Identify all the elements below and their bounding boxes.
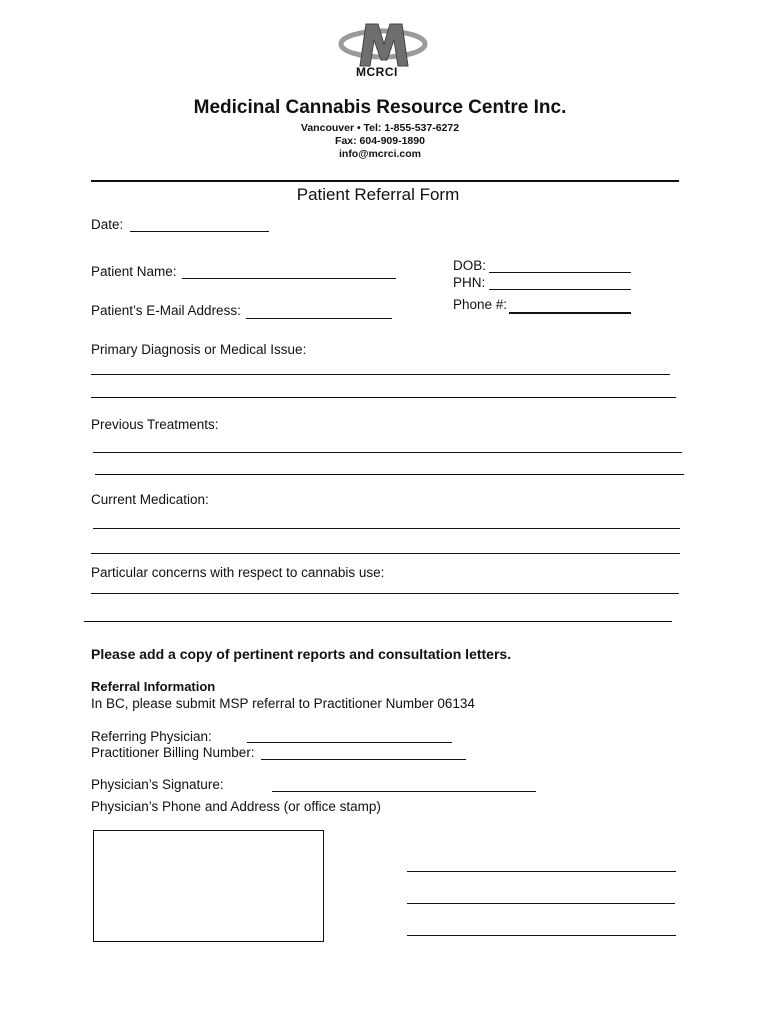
diagnosis-label: Primary Diagnosis or Medical Issue: [91,342,307,357]
signature-label: Physician’s Signature: [91,777,224,792]
billing-number-label: Practitioner Billing Number: [91,745,255,760]
email-field[interactable] [246,318,392,319]
dob-field[interactable] [489,272,631,273]
concerns-line-2[interactable] [84,621,672,622]
form-title: Patient Referral Form [296,185,460,204]
mcrci-logo [338,18,428,82]
concerns-label: Particular concerns with respect to cannabis use: [91,565,385,580]
phone-label: Phone #: [453,297,508,312]
phone-address-label: Physician’s Phone and Address (or office stamp) [91,799,381,814]
referral-heading: Referral Information [91,679,216,694]
phone-field[interactable] [509,312,631,314]
medication-line-1[interactable] [93,528,680,529]
date-field[interactable] [130,231,269,232]
date-label: Date: [91,217,124,232]
concerns-line-1[interactable] [91,593,679,594]
office-stamp-box[interactable] [93,830,324,942]
diagnosis-line-2[interactable] [91,397,676,398]
referral-instructions: In BC, please submit MSP referral to Practitioner Number 06134 [91,696,475,711]
address-line-2[interactable] [407,903,675,904]
medication-line-2[interactable] [91,553,680,554]
referring-physician-label: Referring Physician: [91,729,212,744]
email-label: Patient’s E-Mail Address: [91,303,241,318]
organization-name: Medicinal Cannabis Resource Centre Inc. [193,97,567,118]
diagnosis-line-1[interactable] [91,374,670,375]
contact-email: info@mcrci.com [338,148,421,160]
billing-number-field[interactable] [261,759,466,760]
logo-text: MCRCI [356,65,398,79]
phn-field[interactable] [489,289,631,290]
phn-label: PHN: [453,275,486,290]
treatments-line-2[interactable] [95,474,684,475]
address-line-3[interactable] [407,935,676,936]
referring-physician-field[interactable] [247,742,452,743]
signature-field[interactable] [272,791,536,792]
treatments-label: Previous Treatments: [91,417,219,432]
patient-name-label: Patient Name: [91,264,177,279]
contact-fax: Fax: 604-909-1890 [335,135,425,147]
reports-note: Please add a copy of pertinent reports and consultation letters. [91,646,512,662]
treatments-line-1[interactable] [93,452,682,453]
contact-phone: Vancouver • Tel: 1-855-537-6272 [300,122,460,134]
patient-name-field[interactable] [182,278,396,279]
dob-label: DOB: [453,258,487,273]
header-divider [91,180,679,182]
address-line-1[interactable] [407,871,676,872]
medication-label: Current Medication: [91,492,209,507]
